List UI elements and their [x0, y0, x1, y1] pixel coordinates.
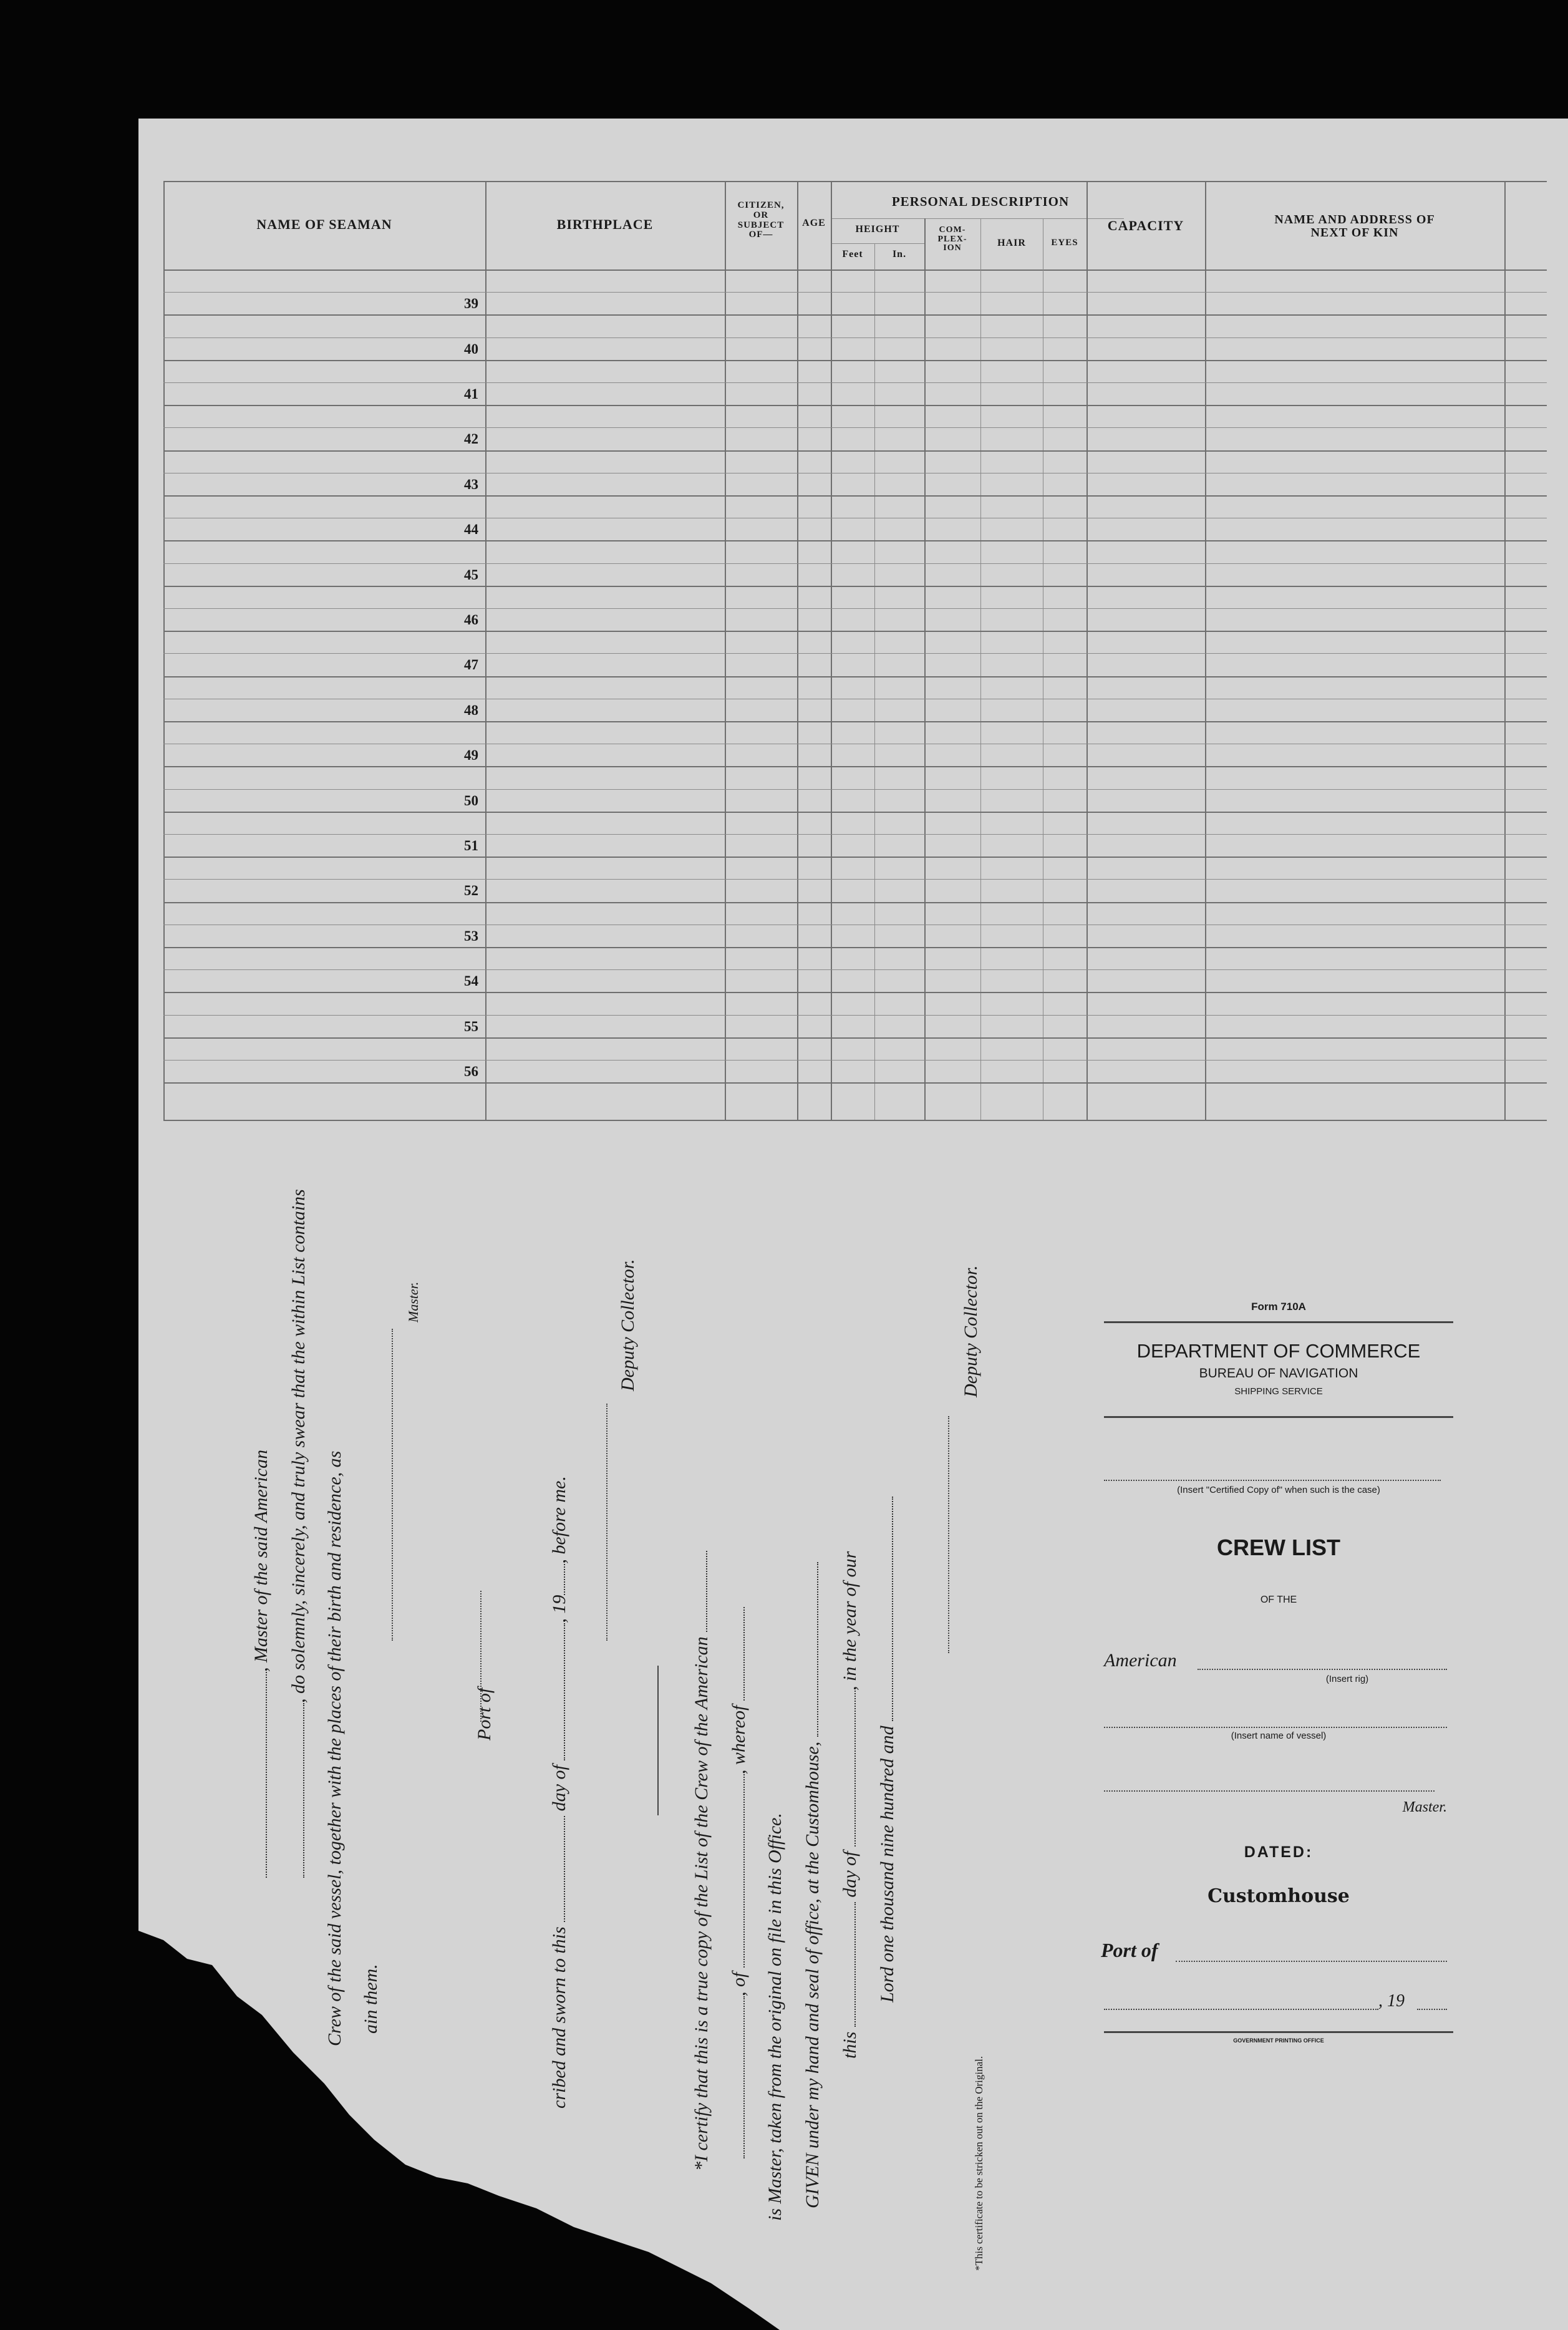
crew-list-title: CREW LIST — [1217, 1535, 1340, 1560]
row-number: 43 — [464, 476, 478, 492]
header-personal-description: PERSONAL DESCRIPTION — [891, 194, 1070, 209]
year-label: , 19 — [1378, 1991, 1405, 2011]
row-number: 42 — [464, 431, 478, 447]
oath-master-label: Master. — [405, 1281, 421, 1323]
oath-line-2: , do solemnly, sincerely, and truly swear that the within List contains — [288, 1189, 309, 1878]
certify-line-2: , of , whereof — [728, 1607, 750, 2158]
header-name-of-seaman: NAME OF SEAMAN — [256, 216, 392, 232]
header-capacity: CAPACITY — [1107, 218, 1184, 233]
insert-vessel-note: (Insert name of vessel) — [1231, 1731, 1327, 1741]
row-number: 50 — [464, 792, 478, 808]
header-eyes: EYES — [1051, 238, 1078, 248]
row-number: 40 — [464, 341, 478, 357]
department-title: DEPARTMENT OF COMMERCE — [1136, 1340, 1421, 1362]
row-number: 45 — [464, 566, 478, 583]
oath-deputy-collector-1: Deputy Collector. — [617, 1259, 638, 1391]
form-number: Form 710A — [1251, 1301, 1306, 1313]
header-next-of-kin: NAME AND ADDRESS OF NEXT OF KIN — [1274, 213, 1435, 240]
row-number: 51 — [464, 838, 478, 853]
oath-line-3: Crew of the said vessel, together with the places of their birth and residence, as — [324, 1450, 345, 2046]
port-of-label: Port of — [1101, 1939, 1158, 1961]
printer-imprint: GOVERNMENT PRINTING OFFICE — [1233, 2037, 1324, 2044]
cover-master-label: Master. — [1402, 1799, 1447, 1815]
row-number: 44 — [464, 522, 478, 538]
insert-rig-note: (Insert rig) — [1325, 1674, 1369, 1684]
customhouse-label: Customhouse — [1207, 1885, 1350, 1907]
header-complexion: COM- PLEX- ION — [937, 225, 967, 253]
dated-label: DATED: — [1244, 1843, 1314, 1861]
row-number: 47 — [464, 657, 478, 673]
oath-port-of: Port of — [474, 1687, 495, 1740]
service-title: SHIPPING SERVICE — [1234, 1386, 1323, 1397]
american-label: American — [1104, 1650, 1177, 1671]
bureau-title: BUREAU OF NAVIGATION — [1199, 1366, 1358, 1381]
row-number: 49 — [464, 747, 478, 764]
row-number: 55 — [464, 1018, 478, 1034]
certify-line-3: is Master, taken from the original on file in this Office. — [765, 1813, 785, 2221]
row-number: 53 — [464, 928, 478, 944]
given-line: GIVEN under my hand and seal of office, at the Customhouse, — [802, 1562, 823, 2208]
row-number: 39 — [464, 296, 478, 312]
header-inches: In. — [892, 249, 907, 260]
oath-line-4: ain them. — [361, 1964, 381, 2034]
row-number: 56 — [464, 1064, 478, 1079]
header-birthplace: BIRTHPLACE — [556, 216, 654, 232]
row-number: 41 — [464, 386, 478, 402]
header-citizen: CITIZEN, OR SUBJECT OF— — [737, 200, 785, 240]
this-day-line: this day of , in the year of our — [840, 1551, 860, 2059]
header-hair: HAIR — [997, 238, 1026, 248]
of-the-label: OF THE — [1260, 1595, 1297, 1605]
oath-deputy-collector-2: Deputy Collector. — [961, 1265, 981, 1397]
row-number: 46 — [464, 612, 478, 628]
header-feet: Feet — [842, 249, 863, 260]
oath-sworn-line: cribed and sworn to this day of , 19, before me. — [549, 1476, 569, 2109]
oath-line-1: , Master of the said American — [251, 1450, 272, 1878]
insert-certified-note: (Insert "Certified Copy of" when such is the case) — [1177, 1485, 1380, 1495]
row-number: 54 — [464, 973, 478, 989]
certificate-footnote: *This certificate to be stricken out on the Original. — [973, 2056, 985, 2271]
certify-line-1: *I certify that this is a true copy of the List of the Crew of the American — [691, 1551, 712, 2171]
header-age: AGE — [802, 218, 826, 228]
row-number: 48 — [464, 702, 478, 718]
row-number: 52 — [464, 883, 478, 899]
header-height: HEIGHT — [855, 224, 900, 235]
lord-line: Lord one thousand nine hundred and — [877, 1497, 898, 2002]
